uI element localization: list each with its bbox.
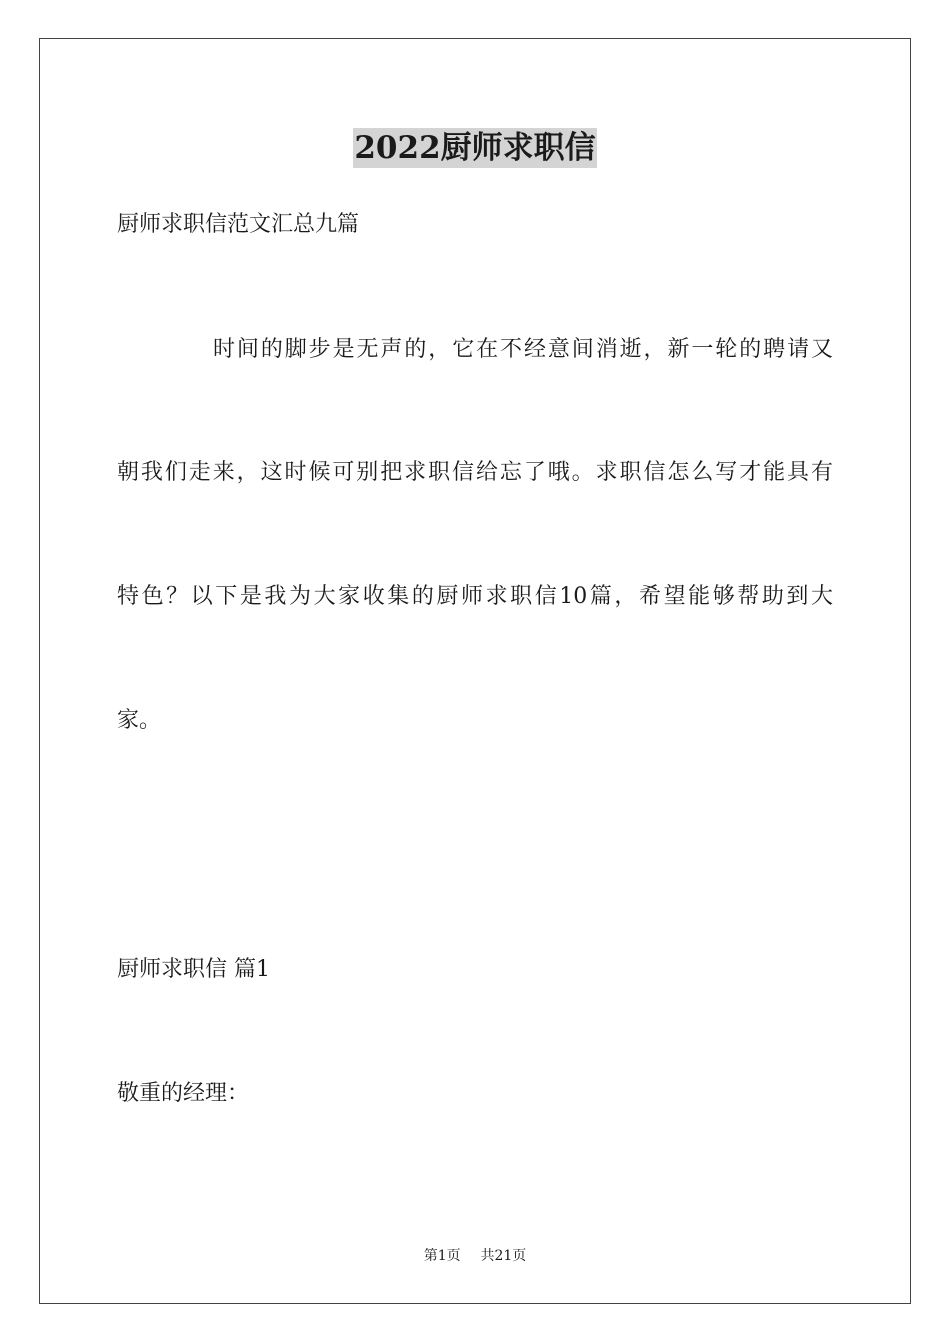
salutation: 敬重的经理： [117,1081,250,1106]
page-footer [0,1246,950,1266]
document-title: 2022厨师求职信 [354,130,596,166]
intro-line-4: 家。 [117,708,162,733]
page-number: 第1页 [423,1248,461,1264]
section-heading: 厨师求职信 篇1 [117,957,270,982]
page-total: 共21页 [480,1248,527,1264]
title-container [0,128,950,168]
intro-line-1: 时间的脚步是无声的，它在不经意间消逝，新一轮的聘请又 [213,337,833,362]
intro-line-2: 朝我们走来，这时候可别把求职信给忘了哦。求职信怎么写才能具有 [117,460,833,485]
intro-line-3: 特色？以下是我为大家收集的厨师求职信10篇，希望能够帮助到大 [117,584,833,609]
document-subtitle: 厨师求职信范文汇总九篇 [117,212,360,237]
